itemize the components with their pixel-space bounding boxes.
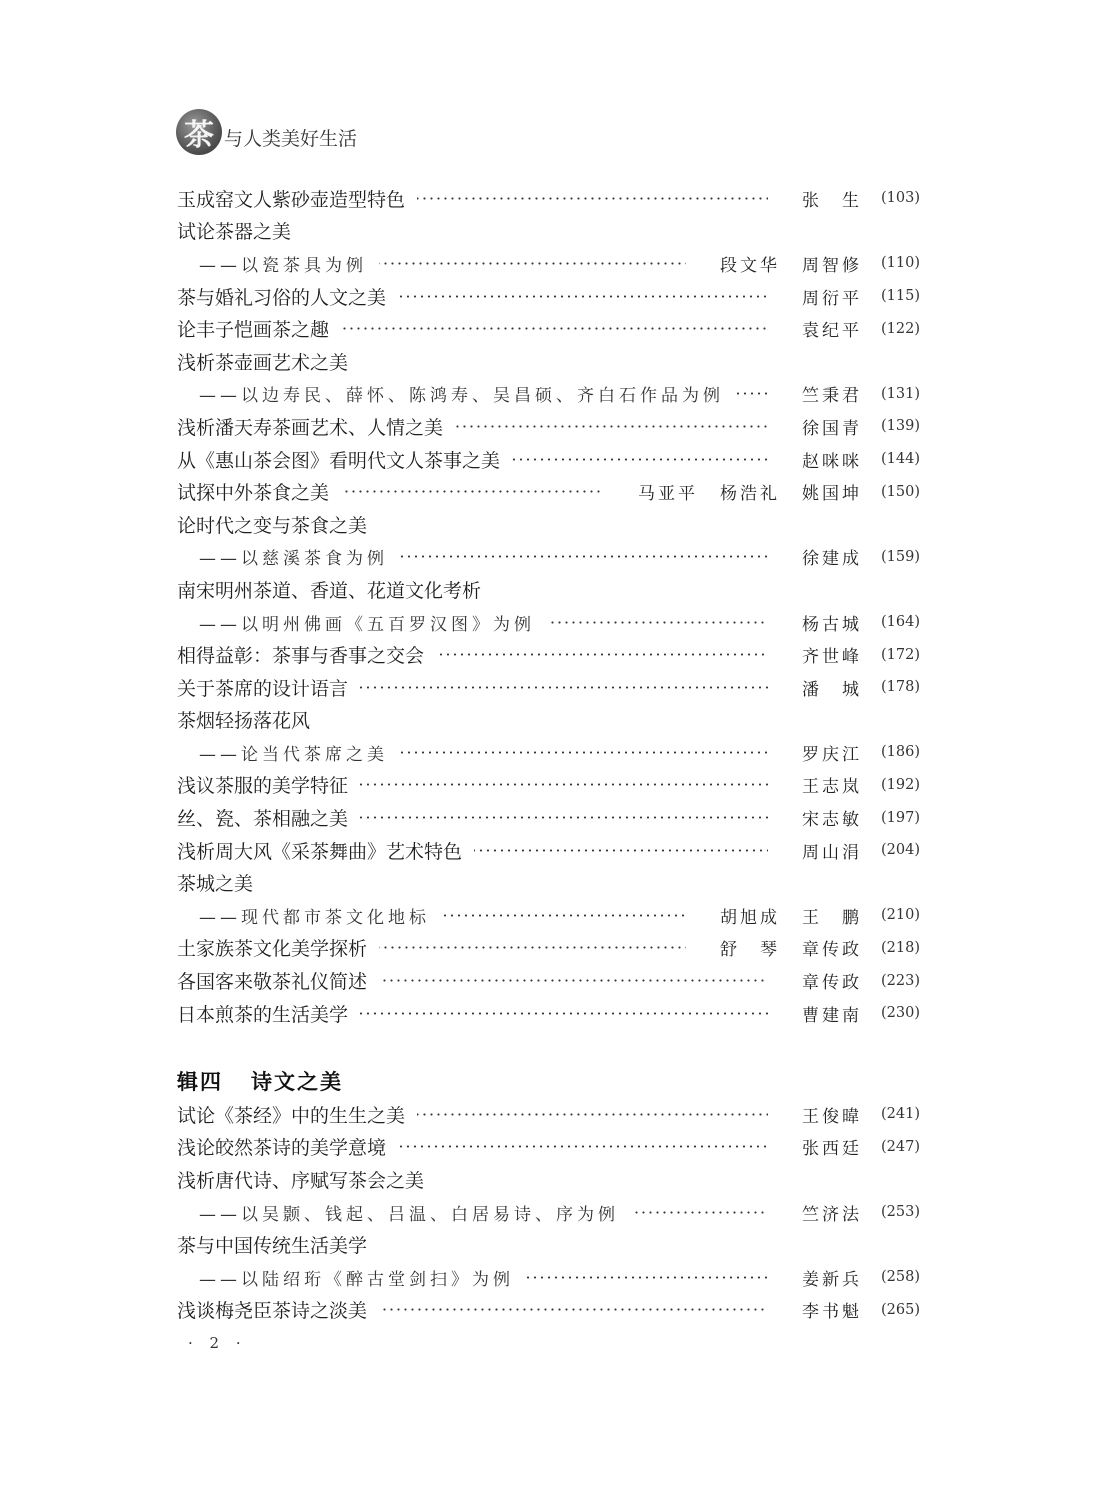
page-ref: (210) bbox=[881, 907, 920, 924]
entry-authors bbox=[780, 610, 862, 635]
entry-title: 浅析潘天寿茶画艺术、人情之美 bbox=[177, 416, 444, 439]
author-name: 李书魁 bbox=[802, 1302, 862, 1323]
dot-leader bbox=[360, 783, 768, 786]
page-ref: (241) bbox=[881, 1106, 920, 1123]
author-name: 王志岚 bbox=[802, 777, 862, 798]
author-name: 周智修 bbox=[802, 255, 862, 276]
page-ref: (122) bbox=[881, 320, 920, 337]
author-name: 胡旭成 bbox=[720, 907, 780, 928]
entry-subtitle: ——论当代茶席之美 bbox=[199, 744, 388, 765]
entry-authors bbox=[780, 1134, 862, 1159]
page-ref: (230) bbox=[881, 1005, 920, 1022]
toc-entry bbox=[177, 508, 920, 541]
toc-entry bbox=[177, 410, 920, 443]
entry-title: 浅谈梅尧臣茶诗之淡美 bbox=[177, 1300, 368, 1323]
toc-entry bbox=[177, 1228, 920, 1261]
author-name: 周衍平 bbox=[802, 288, 862, 309]
author-name: 张 生 bbox=[802, 190, 862, 211]
toc-subtitle-row bbox=[177, 541, 920, 574]
page-ref: (150) bbox=[881, 483, 920, 500]
entry-authors bbox=[698, 251, 862, 276]
toc-entry bbox=[177, 704, 920, 737]
toc-entry bbox=[177, 769, 920, 802]
entry-title: 茶城之美 bbox=[177, 873, 254, 896]
dot-leader bbox=[360, 686, 768, 689]
dot-leader bbox=[400, 751, 768, 754]
author-name: 宋志敏 bbox=[802, 810, 862, 831]
entry-title: 试探中外茶食之美 bbox=[177, 482, 330, 505]
page-ref: (159) bbox=[881, 548, 920, 565]
toc-entry bbox=[177, 443, 920, 476]
dot-leader bbox=[631, 1211, 768, 1214]
toc-subtitle-row bbox=[177, 247, 920, 280]
entry-authors bbox=[780, 642, 862, 667]
toc-entry bbox=[177, 834, 920, 867]
toc-entry bbox=[177, 475, 920, 508]
author-name: 杨古城 bbox=[802, 614, 862, 635]
toc-entry bbox=[177, 345, 920, 378]
page-ref: (253) bbox=[881, 1204, 920, 1221]
entry-authors bbox=[780, 1297, 862, 1322]
page-ref: (139) bbox=[881, 418, 920, 435]
entry-title: 浅析茶壶画艺术之美 bbox=[177, 351, 349, 374]
author-name: 徐建成 bbox=[802, 549, 862, 570]
entry-authors bbox=[780, 772, 862, 797]
entry-subtitle: ——现代都市茶文化地标 bbox=[199, 907, 430, 928]
toc-entry bbox=[177, 182, 920, 215]
entry-subtitle: ——以明州佛画《五百罗汉图》为例 bbox=[199, 614, 535, 635]
entry-authors bbox=[780, 447, 862, 472]
toc-subtitle-row bbox=[177, 736, 920, 769]
toc-subtitle-row bbox=[177, 606, 920, 639]
author-name: 章传政 bbox=[802, 940, 862, 961]
toc-subtitle-row bbox=[177, 378, 920, 411]
dot-leader bbox=[379, 946, 686, 949]
entry-subtitle: ——以吴颢、钱起、吕温、白居易诗、序为例 bbox=[199, 1204, 619, 1225]
entry-title: 茶烟轻扬落花风 bbox=[177, 710, 311, 733]
dot-leader bbox=[455, 425, 768, 428]
dot-leader bbox=[417, 197, 768, 200]
entry-authors bbox=[780, 1102, 862, 1127]
toc-entry bbox=[177, 312, 920, 345]
page-ref: (223) bbox=[881, 972, 920, 989]
table-of-contents bbox=[177, 182, 920, 1029]
page-ref: (172) bbox=[881, 646, 920, 663]
entry-title: 浅析唐代诗、序赋写茶会之美 bbox=[177, 1169, 425, 1192]
page-ref: (218) bbox=[881, 939, 920, 956]
entry-title: 日本煎茶的生活美学 bbox=[177, 1003, 349, 1026]
page-ref: (186) bbox=[881, 744, 920, 761]
toc-entry bbox=[177, 215, 920, 248]
section-label: 辑四 bbox=[177, 1070, 223, 1094]
header-title: 与人类美好生活 bbox=[224, 127, 358, 150]
entry-authors bbox=[780, 1001, 862, 1026]
page-ref: (178) bbox=[881, 679, 920, 696]
entry-title: 相得益彰：茶事与香事之交会 bbox=[177, 645, 425, 668]
author-name: 章传政 bbox=[802, 973, 862, 994]
entry-title: 论丰子恺画茶之趣 bbox=[177, 319, 330, 342]
dot-leader bbox=[379, 1308, 768, 1311]
entry-authors bbox=[616, 479, 862, 504]
toc-entry bbox=[177, 801, 920, 834]
toc-entry bbox=[177, 1163, 920, 1196]
author-name: 杨浩礼 bbox=[720, 484, 780, 505]
author-name: 竺济法 bbox=[802, 1204, 862, 1225]
author-name: 姚国坤 bbox=[802, 484, 862, 505]
dot-leader bbox=[474, 849, 768, 852]
page-ref: (265) bbox=[881, 1301, 920, 1318]
dot-leader bbox=[341, 327, 768, 330]
entry-subtitle: ——以边寿民、薛怀、陈鸿寿、吴昌硕、齐白石作品为例 bbox=[199, 386, 724, 407]
author-name: 张西廷 bbox=[802, 1139, 862, 1160]
toc-entry bbox=[177, 1131, 920, 1164]
entry-authors bbox=[780, 805, 862, 830]
page-ref: (164) bbox=[881, 614, 920, 631]
toc-entry bbox=[177, 671, 920, 704]
page-number: · 2 · bbox=[188, 1334, 247, 1352]
dot-leader bbox=[341, 490, 604, 493]
entry-authors bbox=[780, 968, 862, 993]
page-ref: (115) bbox=[881, 288, 920, 305]
author-name: 曹建南 bbox=[802, 1005, 862, 1026]
dot-leader bbox=[379, 979, 768, 982]
author-name: 罗庆江 bbox=[802, 744, 862, 765]
entry-title: 关于茶席的设计语言 bbox=[177, 677, 349, 700]
section-name: 诗文之美 bbox=[251, 1070, 343, 1094]
toc-entry bbox=[177, 964, 920, 997]
author-name: 徐国青 bbox=[802, 418, 862, 439]
entry-title: 论时代之变与茶食之美 bbox=[177, 514, 368, 537]
entry-title: 浅议茶服的美学特征 bbox=[177, 775, 349, 798]
toc-subtitle-row bbox=[177, 899, 920, 932]
toc-entry bbox=[177, 280, 920, 313]
tea-logo-icon bbox=[176, 109, 222, 155]
section-table-of-contents bbox=[177, 1098, 920, 1326]
entry-authors bbox=[698, 935, 862, 960]
entry-authors bbox=[780, 414, 862, 439]
entry-subtitle: ——以陆绍珩《醉古堂剑扫》为例 bbox=[199, 1269, 514, 1290]
page-ref: (197) bbox=[881, 809, 920, 826]
page-ref: (131) bbox=[881, 385, 920, 402]
dot-leader bbox=[360, 1012, 768, 1015]
author-name: 段文华 bbox=[720, 255, 780, 276]
running-header bbox=[176, 108, 357, 156]
entry-title: 浅论皎然茶诗的美学意境 bbox=[177, 1137, 387, 1160]
entry-authors bbox=[780, 1265, 862, 1290]
section-heading bbox=[177, 1066, 343, 1096]
dot-leader bbox=[547, 621, 768, 624]
entry-authors bbox=[780, 381, 862, 406]
entry-authors bbox=[780, 675, 862, 700]
toc-subtitle-row bbox=[177, 1196, 920, 1229]
toc-entry bbox=[177, 573, 920, 606]
dot-leader bbox=[526, 1276, 768, 1279]
entry-title: 试论《茶经》中的生生之美 bbox=[177, 1104, 406, 1127]
toc-entry bbox=[177, 1294, 920, 1327]
page-ref: (204) bbox=[881, 842, 920, 859]
author-name: 王 鹏 bbox=[802, 907, 862, 928]
dot-leader bbox=[360, 816, 768, 819]
author-name: 马亚平 bbox=[638, 484, 698, 505]
author-name: 潘 城 bbox=[802, 679, 862, 700]
toc-entry bbox=[177, 997, 920, 1030]
dot-leader bbox=[379, 262, 686, 265]
entry-authors bbox=[780, 740, 862, 765]
dot-leader bbox=[398, 295, 768, 298]
page-ref: (103) bbox=[881, 190, 920, 207]
entry-authors bbox=[698, 903, 862, 928]
entry-title: 土家族茶文化美学探析 bbox=[177, 938, 368, 961]
author-name: 舒 琴 bbox=[720, 940, 780, 961]
author-name: 袁纪平 bbox=[802, 321, 862, 342]
entry-title: 各国客来敬茶礼仪简述 bbox=[177, 971, 368, 994]
logo-char: 茶 bbox=[184, 118, 214, 153]
toc-entry bbox=[177, 932, 920, 965]
author-name: 周山涓 bbox=[802, 842, 862, 863]
dot-leader bbox=[398, 1145, 768, 1148]
dot-leader bbox=[736, 392, 768, 395]
dot-leader bbox=[417, 1113, 768, 1116]
page-ref: (258) bbox=[881, 1269, 920, 1286]
page-ref: (110) bbox=[881, 255, 920, 272]
entry-authors bbox=[780, 316, 862, 341]
page-ref: (144) bbox=[881, 451, 920, 468]
page-ref: (247) bbox=[881, 1138, 920, 1155]
entry-authors bbox=[780, 1200, 862, 1225]
entry-authors bbox=[780, 284, 862, 309]
author-name: 齐世峰 bbox=[802, 647, 862, 668]
dot-leader bbox=[400, 555, 768, 558]
toc-entry bbox=[177, 866, 920, 899]
entry-title: 试论茶器之美 bbox=[177, 221, 292, 244]
entry-title: 从《惠山茶会图》看明代文人茶事之美 bbox=[177, 449, 501, 472]
dot-leader bbox=[436, 653, 768, 656]
entry-authors bbox=[780, 186, 862, 211]
toc-entry bbox=[177, 638, 920, 671]
entry-title: 茶与中国传统生活美学 bbox=[177, 1235, 368, 1258]
entry-authors bbox=[780, 544, 862, 569]
entry-subtitle: ——以慈溪茶食为例 bbox=[199, 549, 388, 570]
toc-entry bbox=[177, 1098, 920, 1131]
entry-title: 玉成窑文人紫砂壶造型特色 bbox=[177, 188, 406, 211]
entry-title: 丝、瓷、茶相融之美 bbox=[177, 808, 349, 831]
entry-title: 茶与婚礼习俗的人文之美 bbox=[177, 286, 387, 309]
toc-subtitle-row bbox=[177, 1261, 920, 1294]
entry-title: 南宋明州茶道、香道、花道文化考析 bbox=[177, 579, 482, 602]
entry-authors bbox=[780, 838, 862, 863]
dot-leader bbox=[442, 914, 686, 917]
author-name: 赵咪咪 bbox=[802, 451, 862, 472]
author-name: 姜新兵 bbox=[802, 1269, 862, 1290]
entry-title: 浅析周大风《采茶舞曲》艺术特色 bbox=[177, 840, 463, 863]
author-name: 王俊暐 bbox=[802, 1106, 862, 1127]
dot-leader bbox=[512, 458, 768, 461]
entry-subtitle: ——以瓷茶具为例 bbox=[199, 255, 367, 276]
author-name: 竺秉君 bbox=[802, 386, 862, 407]
page-ref: (192) bbox=[881, 776, 920, 793]
